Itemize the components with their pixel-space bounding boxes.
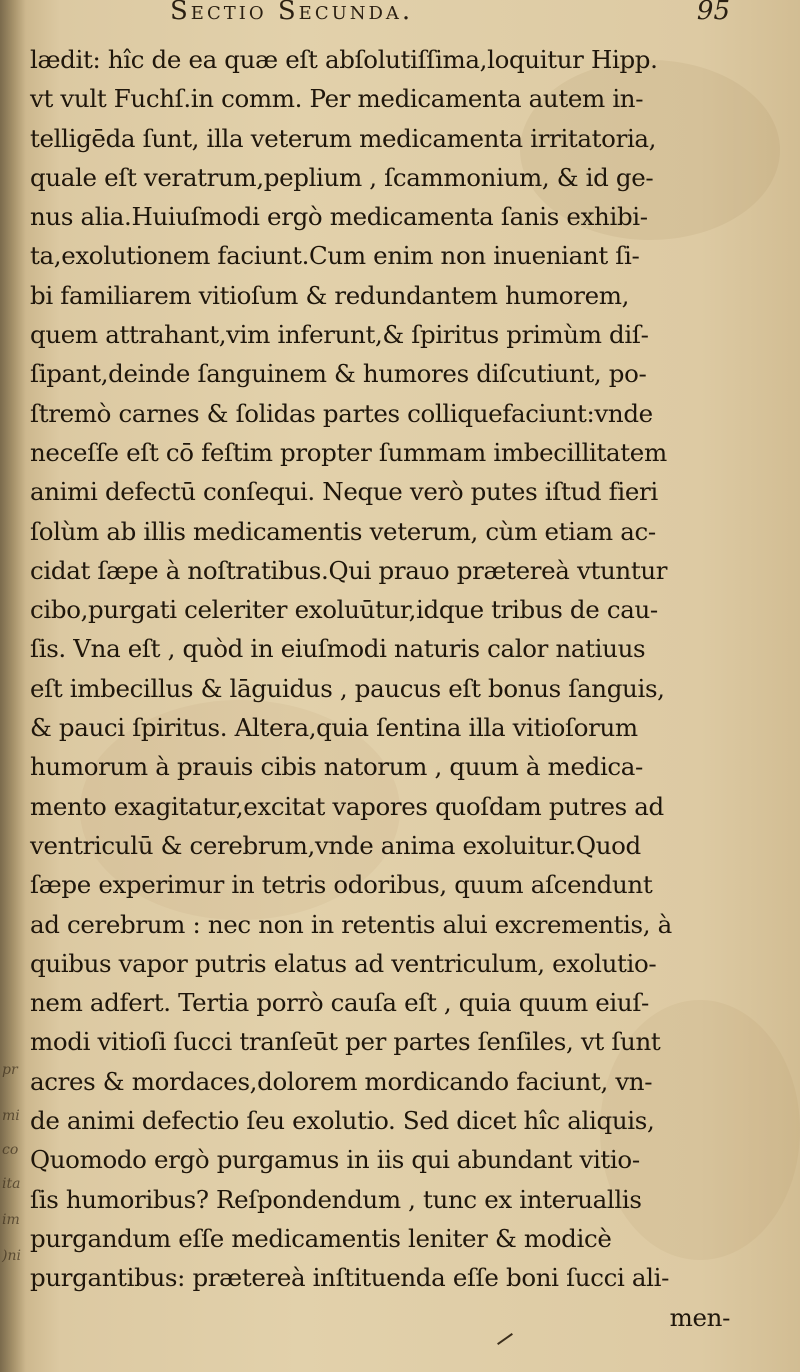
text-line: cidat ſæpe à noſtratibus.Qui prauo prætereà vtuntur [30,555,668,585]
text-line: ta,exolutionem faciunt.Cum enim non inueniant ſi- [30,241,640,271]
text-line: neceſſe eſt cō feſtim propter ſummam imbecillitatem [30,437,667,467]
text-line: quem attrahant,vim inferunt,& ſpiritus primùm diſ- [30,320,649,350]
text-line: mento exagitatur,excitat vapores quoſdam putres ad [30,791,664,821]
text-line: & pauci ſpiritus. Altera,quia ſentina illa vitioſorum [30,713,638,743]
text-line: cibo,purgati celeriter exoluūtur,idque tribus de cau- [30,595,658,625]
body-text [30,40,730,1337]
text-line: acres & mordaces,dolorem mordicando faciunt, vn- [30,1066,653,1096]
text-line: animi defectū conſequi. Neque verò putes iſtud fieri [30,477,658,507]
text-line: ſipant,deinde ſanguinem & humores diſcutiunt, po- [30,359,647,389]
text-line: ſtremò carnes & ſolidas partes colliquefaciunt:vnde [30,398,653,428]
text-line: ſis. Vna eſt , quòd in eiuſmodi naturis calor natiuus [30,634,646,664]
text-line: purgandum eſſe medicamentis leniter & modicè [30,1223,612,1253]
margin-bleed-text: co [2,1142,19,1158]
text-line: purgantibus: prætereà inſtituenda eſſe boni ſucci ali- [30,1263,670,1293]
text-line: modi vitioſi ſucci tranſeūt per partes ſenſiles, vt ſunt [30,1027,661,1057]
text-line: humorum à prauis cibis natorum , quum à medica- [30,752,643,782]
text-line: ventriculū & cerebrum,vnde anima exoluitur.Quod [30,830,641,860]
text-line: ſis humoribus? Reſpondendum , tunc ex interuallis [30,1184,642,1214]
binding-gutter [0,0,28,1372]
margin-bleed-text: im [2,1212,20,1228]
running-head: Sectio Secunda. [170,0,414,26]
text-line: ad cerebrum : nec non in retentis alui excrementis, à [30,909,672,939]
text-line: Quomodo ergò purgamus in iis qui abundant vitio- [30,1145,640,1175]
text-line: telligēda ſunt, illa veterum medicamenta irritatoria, [30,123,657,153]
text-line: lædit: hîc de ea quæ eſt abſolutiſſima,loquitur Hipp. [30,45,658,74]
catchword: men- [669,1302,730,1332]
margin-bleed-text: pr [2,1062,18,1078]
text-line: nem adfert. Tertia porrò cauſa eſt , quia quum eiuſ- [30,988,649,1018]
text-line: bi familiarem vitioſum & redundantem humorem, [30,280,630,310]
text-line: ſæpe experimur in tetris odoribus, quum aſcendunt [30,870,653,900]
margin-bleed-text: )ni [2,1248,21,1264]
text-line: quibus vapor putris elatus ad ventriculum, exolutio- [30,948,657,978]
text-line: quale eſt veratrum,peplium , ſcammonium, & id ge- [30,162,654,192]
margin-bleed-text: ita [2,1176,21,1192]
page-number: 95 [696,0,730,26]
text-line: nus alia.Huiuſmodi ergò medicamenta ſanis exhibi- [30,202,648,232]
text-line: de animi defectio ſeu exolutio. Sed dicet hîc aliquis, [30,1106,655,1136]
page-header [170,0,730,28]
text-line: vt vult Fuchſ.in comm. Per medicamenta autem in- [30,84,644,114]
text-line: eſt imbecillus & lāguidus , paucus eſt bonus ſanguis, [30,673,665,703]
text-line: ſolùm ab illis medicamentis veterum, cùm etiam ac- [30,516,656,546]
margin-bleed-text: mi [2,1108,20,1124]
